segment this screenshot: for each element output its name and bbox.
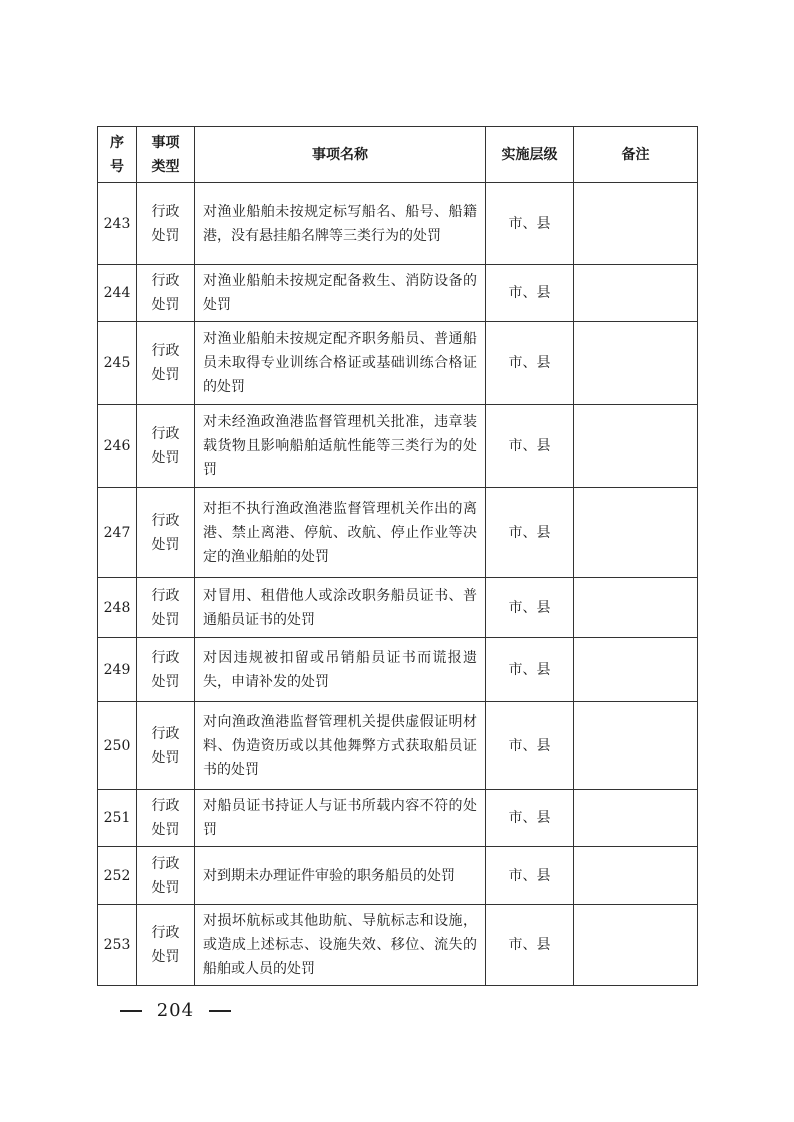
row-level: 市、县 [486,847,574,905]
header-seq-line2: 号 [110,158,124,175]
row-seq: 247 [98,488,137,578]
row-level: 市、县 [486,183,574,265]
row-note [574,905,698,986]
row-level: 市、县 [486,322,574,405]
table-row [98,638,698,702]
table-body [98,183,698,986]
row-name: 对未经渔政渔港监督管理机关批准，违章装载货物且影响船舶适航性能等三类行为的处罚 [195,405,486,488]
row-seq: 252 [98,847,137,905]
table-row [98,488,698,578]
table-row [98,405,698,488]
row-type-line1: 行政 [151,426,180,442]
table-header [98,127,698,183]
row-type [137,790,195,847]
header-note: 备注 [574,127,698,183]
row-name: 对渔业船舶未按规定配齐职务船员、普通船员未取得专业训练合格证或基础训练合格证的处罚 [195,322,486,405]
table-row [98,183,698,265]
row-type [137,322,195,405]
footer-dash-right [209,1010,231,1011]
row-note [574,183,698,265]
header-type [137,127,195,183]
row-name: 对损坏航标或其他助航、导航标志和设施，或造成上述标志、设施失效、移位、流失的船舶或人员的处罚 [195,905,486,986]
row-level: 市、县 [486,702,574,790]
row-type-line1: 行政 [151,649,180,666]
row-seq: 246 [98,405,137,488]
page-number: 204 [156,1000,195,1021]
table-row [98,847,698,905]
row-note [574,488,698,578]
document-table-wrapper [97,126,697,986]
table-row [98,905,698,986]
row-type-line2: 处罚 [151,949,180,965]
row-note [574,405,698,488]
row-type-line2: 处罚 [151,297,180,313]
row-seq: 249 [98,638,137,702]
row-note [574,638,698,702]
row-level: 市、县 [486,905,574,986]
row-seq: 248 [98,578,137,638]
row-type [137,488,195,578]
row-note [574,847,698,905]
header-seq-line1: 序 [110,134,124,151]
table-row [98,578,698,638]
row-name: 对冒用、租借他人或涂改职务船员证书、普通船员证书的处罚 [195,578,486,638]
row-name: 对拒不执行渔政渔港监督管理机关作出的离港、禁止离港、停航、改航、停止作业等决定的渔业船舶的处罚 [195,488,486,578]
header-level: 实施层级 [486,127,574,183]
row-name: 对到期未办理证件审验的职务船员的处罚 [195,847,486,905]
header-type-line2: 类型 [151,158,180,175]
row-name: 对向渔政渔港监督管理机关提供虚假证明材料、伪造资历或以其他舞弊方式获取船员证书的处罚 [195,702,486,790]
row-level: 市、县 [486,265,574,322]
row-type-line1: 行政 [151,725,180,742]
row-type [137,405,195,488]
row-seq: 250 [98,702,137,790]
row-level: 市、县 [486,488,574,578]
row-type-line1: 行政 [151,925,180,941]
row-seq: 245 [98,322,137,405]
table-row [98,322,698,405]
row-type-line1: 行政 [151,343,180,359]
footer-dash-left [120,1010,142,1011]
row-type-line1: 行政 [151,855,180,872]
row-type-line2: 处罚 [151,367,180,383]
row-type [137,638,195,702]
row-seq: 251 [98,790,137,847]
row-note [574,322,698,405]
row-type-line2: 处罚 [151,749,180,766]
row-type-line2: 处罚 [151,536,180,553]
row-type-line2: 处罚 [151,879,180,896]
header-name: 事项名称 [195,127,486,183]
row-type-line1: 行政 [151,203,180,220]
row-type-line1: 行政 [151,512,180,529]
row-type-line1: 行政 [151,798,180,814]
row-type-line2: 处罚 [151,822,180,838]
row-level: 市、县 [486,638,574,702]
row-name: 对渔业船舶未按规定配备救生、消防设备的处罚 [195,265,486,322]
row-level: 市、县 [486,578,574,638]
table-row [98,265,698,322]
row-type-line2: 处罚 [151,227,180,244]
row-note [574,265,698,322]
row-name: 对船员证书持证人与证书所载内容不符的处罚 [195,790,486,847]
row-note [574,702,698,790]
row-level: 市、县 [486,790,574,847]
row-seq: 253 [98,905,137,986]
row-type-line2: 处罚 [151,450,180,466]
row-type [137,265,195,322]
row-note [574,790,698,847]
row-type [137,578,195,638]
row-name: 对因违规被扣留或吊销船员证书而谎报遗失，申请补发的处罚 [195,638,486,702]
row-seq: 243 [98,183,137,265]
row-type [137,847,195,905]
page-footer [120,1000,231,1021]
table-row [98,790,698,847]
table-row [98,702,698,790]
header-seq [98,127,137,183]
row-type-line2: 处罚 [151,611,180,628]
row-seq: 244 [98,265,137,322]
row-level: 市、县 [486,405,574,488]
row-type [137,702,195,790]
header-type-line1: 事项 [151,134,180,151]
row-note [574,578,698,638]
row-name: 对渔业船舶未按规定标写船名、船号、船籍港，没有悬挂船名牌等三类行为的处罚 [195,183,486,265]
items-table [97,126,698,986]
row-type [137,905,195,986]
row-type-line1: 行政 [151,273,180,289]
row-type-line1: 行政 [151,587,180,604]
row-type [137,183,195,265]
row-type-line2: 处罚 [151,673,180,690]
